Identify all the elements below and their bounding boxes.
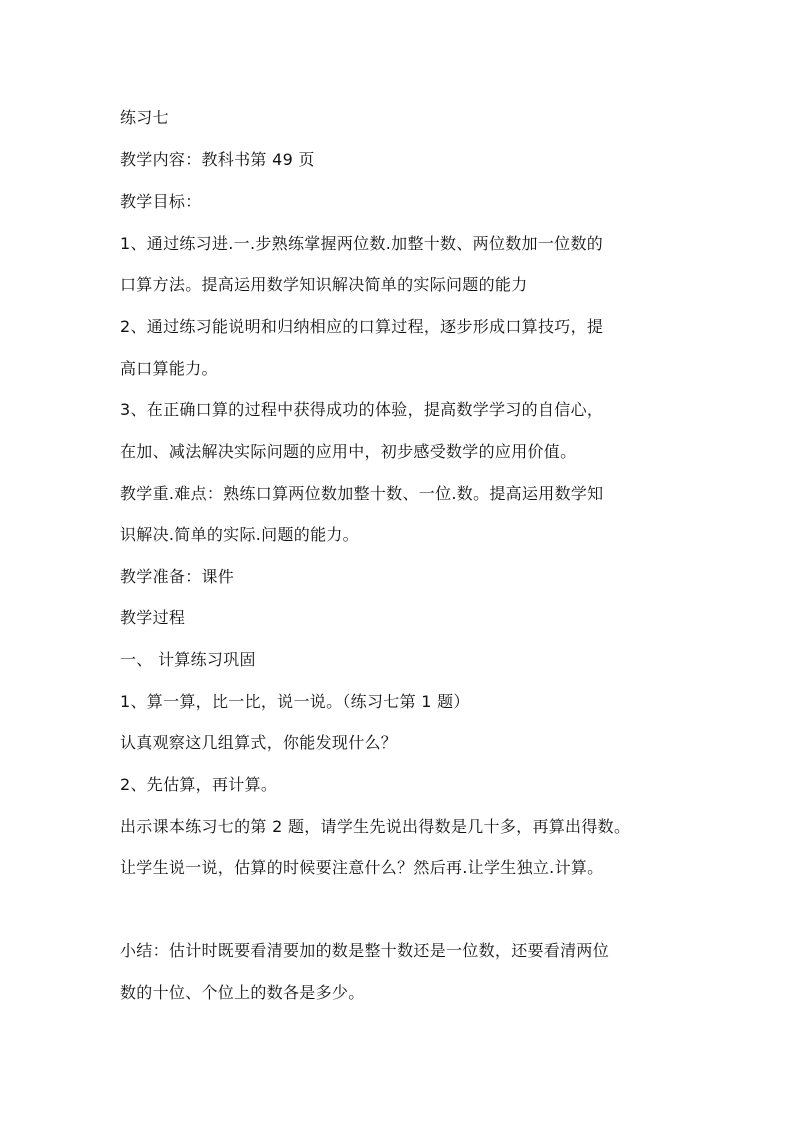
summary-line-1: 小结：估计时既要看清要加的数是整十数还是一位数，还要看清两位 xyxy=(120,941,610,960)
item-1-note: 认真观察这几组算式，你能发现什么？ xyxy=(120,733,398,752)
preparation-line: 教学准备：课件 xyxy=(120,567,235,586)
key-points-line-1: 教学重.难点：熟练口算两位数加整十数、一位.数。提高运用数学知 xyxy=(120,484,604,503)
key-points-line-2: 识解决.简单的实际.问题的能力。 xyxy=(120,525,359,544)
summary-line-2: 数的十位、个位上的数各是多少。 xyxy=(120,983,365,1002)
objective-2-line-1: 2、通过练习能说明和归纳相应的口算过程，逐步形成口算技巧，提 xyxy=(120,317,604,336)
item-2-line-2: 让学生说一说，估算的时候要注意什么？然后再.让学生独立.计算。 xyxy=(120,858,604,877)
objective-3-line-2: 在加、减法解决实际问题的应用中，初步感受数学的应用价值。 xyxy=(120,442,577,461)
section-1-heading: 一、 计算练习巩固 xyxy=(120,650,256,669)
objective-3-line-1: 3、在正确口算的过程中获得成功的体验，提高数学学习的自信心， xyxy=(120,400,604,419)
item-2: 2、先估算，再计算。 xyxy=(120,775,278,794)
item-1: 1、算一算，比一比，说一说。（练习七第 1 题） xyxy=(120,692,470,711)
objective-2-line-2: 高口算能力。 xyxy=(120,359,218,378)
objective-1-line-2: 口算方法。提高运用数学知识解决简单的实际问题的能力 xyxy=(120,275,528,294)
objectives-heading: 教学目标： xyxy=(120,192,202,211)
content-line: 教学内容：教科书第 49 页 xyxy=(120,150,315,169)
objective-1-line-1: 1、通过练习进.一.步熟练掌握两位数.加整十数、两位数加一位数的 xyxy=(120,234,604,253)
process-heading: 教学过程 xyxy=(120,608,186,627)
item-2-line-1: 出示课本练习七的第 2 题，请学生先说出得数是几十多，再算出得数。 xyxy=(120,817,631,836)
document-title: 练习七 xyxy=(120,108,169,127)
